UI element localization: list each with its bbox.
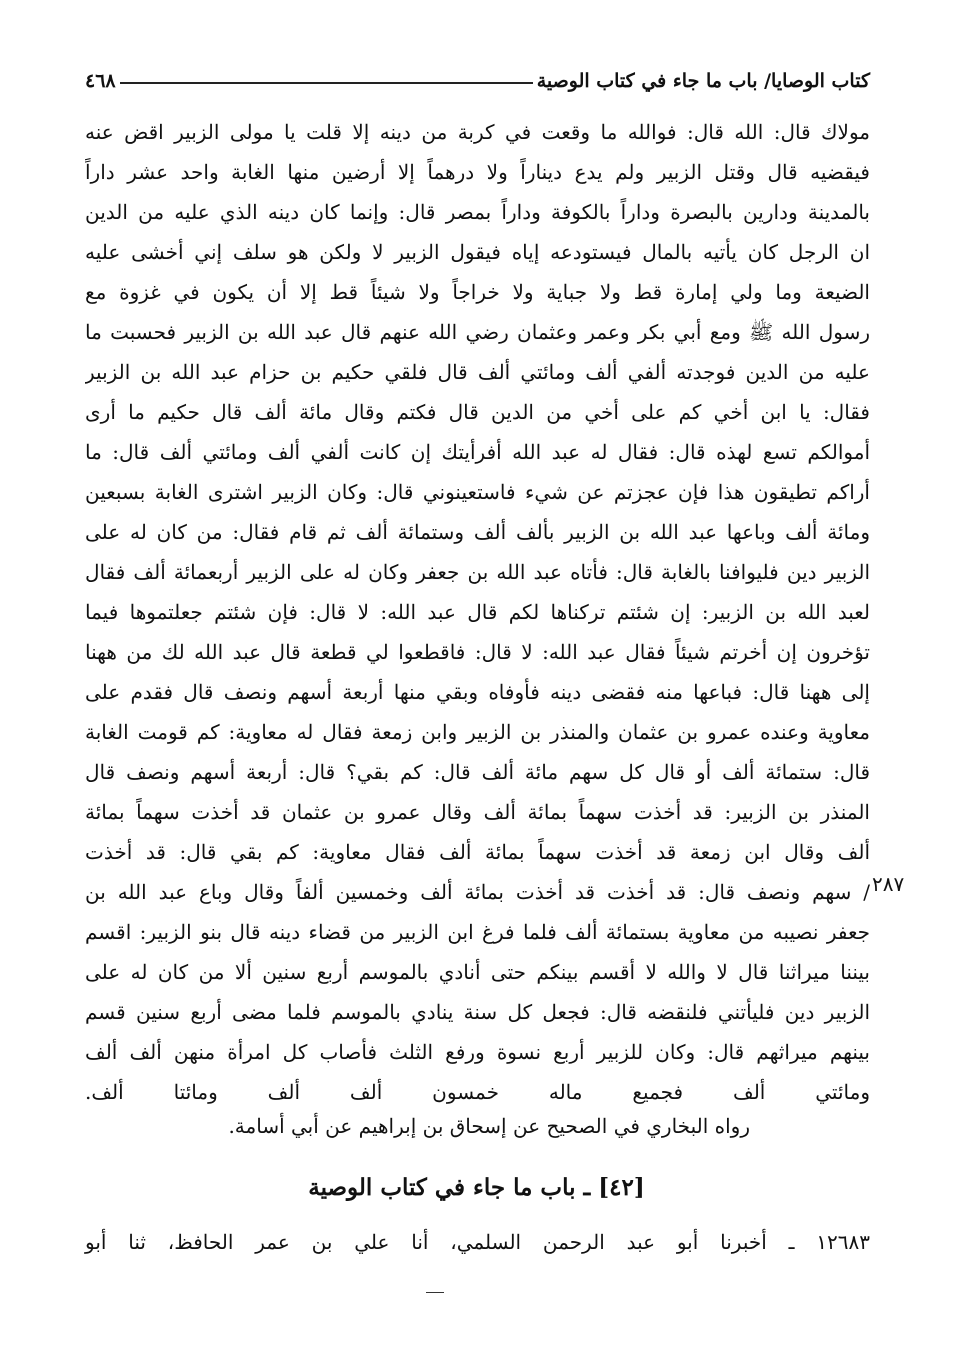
page-number: ٤٦٨ bbox=[85, 70, 116, 92]
text-line: المنذر بن الزبير: قد أخذت سهماً بمائة ألف وقال عمرو بن عثمان قد أخذت سهماً بمائة bbox=[85, 800, 870, 824]
text-line: بالمدينة ودارين بالبصرة وداراً بالكوفة وداراً بمصر قال: وإنما كان دينه الذي عليه من الدين bbox=[85, 200, 870, 224]
text-line: جعفر نصيبه من معاوية بستمائة ألف فلما فرغ ابن الزبير من قضاء دينه قال بنو الزبير: اقسم bbox=[85, 920, 870, 944]
running-header bbox=[85, 58, 870, 92]
margin-page-reference: ٢٨٧ bbox=[872, 872, 905, 896]
text-line: ومائة ألف وباعها عبد الله بن الزبير بألف ألف وستمائة ألف ثم قام فقال: من كان له على bbox=[85, 520, 870, 544]
running-title: كتاب الوصايا/ باب ما جاء في كتاب الوصية bbox=[536, 70, 870, 92]
text-line: الضيعة وما ولي إمارة قط ولا جباية ولا خراجاً ولا شيئاً قط إلا أن يكون في غزوة مع bbox=[85, 280, 870, 304]
text-line: رسول الله ﷺ ومع أبي بكر وعمر وعثمان رضي الله عنهم قال عبد الله بن الزبير فحسبت ما bbox=[85, 320, 870, 344]
hadith-opening-line: ١٢٦٨٣ ـ أخبرنا أبو عبد الرحمن السلمي، أنا علي بن عمر الحافظ، ثنا أبو bbox=[85, 1230, 870, 1254]
section-heading: [٤٢] ـ باب ما جاء في كتاب الوصية bbox=[308, 1174, 645, 1201]
header-rule bbox=[120, 82, 533, 84]
text-line: تؤخرون إن أخرتم شيئاً فقال عبد الله: لا قال: فاقطعوا لي قطعة قال عبد الله لك من ههنا bbox=[85, 640, 870, 664]
text-line: إلى ههنا قال: فباعها منه فقضى دينه فأوفاه وبقي منها أربعة أسهم ونصف قال فقدم على bbox=[85, 680, 870, 704]
text-line: ان الرجل كان يأتيه بالمال فيستودعه إياه فيقول الزبير لا ولكن هو سلف إني أخشى عليه bbox=[85, 240, 870, 264]
text-line: أموالكم تسع لهذه قال: فقال له عبد الله أفرأيتك إن كانت ألفي ألف ومائتي ألف قال: ما bbox=[85, 440, 870, 464]
text-line: أراكم تطيقون هذا فإن عجزتم عن شيء فاستعينوني قال: وكان الزبير اشترى الغابة بسبعين bbox=[85, 480, 870, 504]
body-text bbox=[85, 112, 870, 1112]
text-line: فيقضيه قال وقتل الزبير ولم يدع ديناراً ولا درهماً إلا أرضين منها الغابة واحد عشر داراً bbox=[85, 160, 870, 184]
text-line: الزبير دين فليأتني فلنقضه قال: فجعل كل سنة ينادي بالموسم فلما مضى أربع سنين قسم bbox=[85, 1000, 870, 1024]
text-line: فقال: يا ابن أخي كم على أخي من الدين قال فكتم وقال مائة ألف قال حكيم ما أرى bbox=[85, 400, 870, 424]
text-line: الزبير دين فليوافنا بالغابة قال: فأتاه عبد الله بن جعفر وكان له على الزبير أربعمائة ألف فقال bbox=[85, 560, 870, 584]
text-line: ألف وقال ابن زمعة قد أخذت سهماً بمائة ألف فقال معاوية: كم بقي قال: قد أخذت bbox=[85, 840, 870, 864]
attribution-line: رواه البخاري في الصحيح عن إسحاق بن إبراهيم عن أبي أسامة. bbox=[228, 1114, 750, 1138]
text-line: معاوية وعنده عمرو بن عثمان والمنذر بن الزبير وابن زمعة فقال له معاوية: كم قومت الغابة bbox=[85, 720, 870, 744]
text-line: عليه من الدين فوجدته ألفي ألف ومائتي ألف قال فلقي حكيم بن حزام عبد الله بن الزبير bbox=[85, 360, 870, 384]
text-line: / سهم ونصف قال: قد أخذت قد أخذت بمائة ألف وخمسين ألفاً وقال وباع عبد الله بن bbox=[85, 880, 870, 904]
text-line: مولاك قال: الله قال: فوالله ما وقعت في كربة من دينه إلا قلت يا مولى الزبير اقض عنه bbox=[85, 120, 870, 144]
text-line: لعبد الله بن الزبير: إن شئتم تركناها لكم قال عبد الله: لا قال: فإن شئتم جعلتموها فيما bbox=[85, 600, 870, 624]
text-line: بيننا ميراثنا قال لا والله لا أقسم بينكم حتى أنادي بالموسم أربع سنين ألا من كان له على bbox=[85, 960, 870, 984]
text-line: بينهم ميراثهم قال: وكان للزبير أربع نسوة ورفع الثلث فأصاب كل امرأة منهن ألف ألف bbox=[85, 1040, 870, 1064]
text-line: ومائتي ألف فجميع ماله خمسون ألف ألف ومائتا ألف. bbox=[85, 1080, 870, 1104]
text-line: قال: ستمائة ألف أو قال كل سهم مائة ألف قال: كم بقي؟ قال: أربعة أسهم ونصف قال bbox=[85, 760, 870, 784]
footnote-separator bbox=[426, 1292, 444, 1293]
